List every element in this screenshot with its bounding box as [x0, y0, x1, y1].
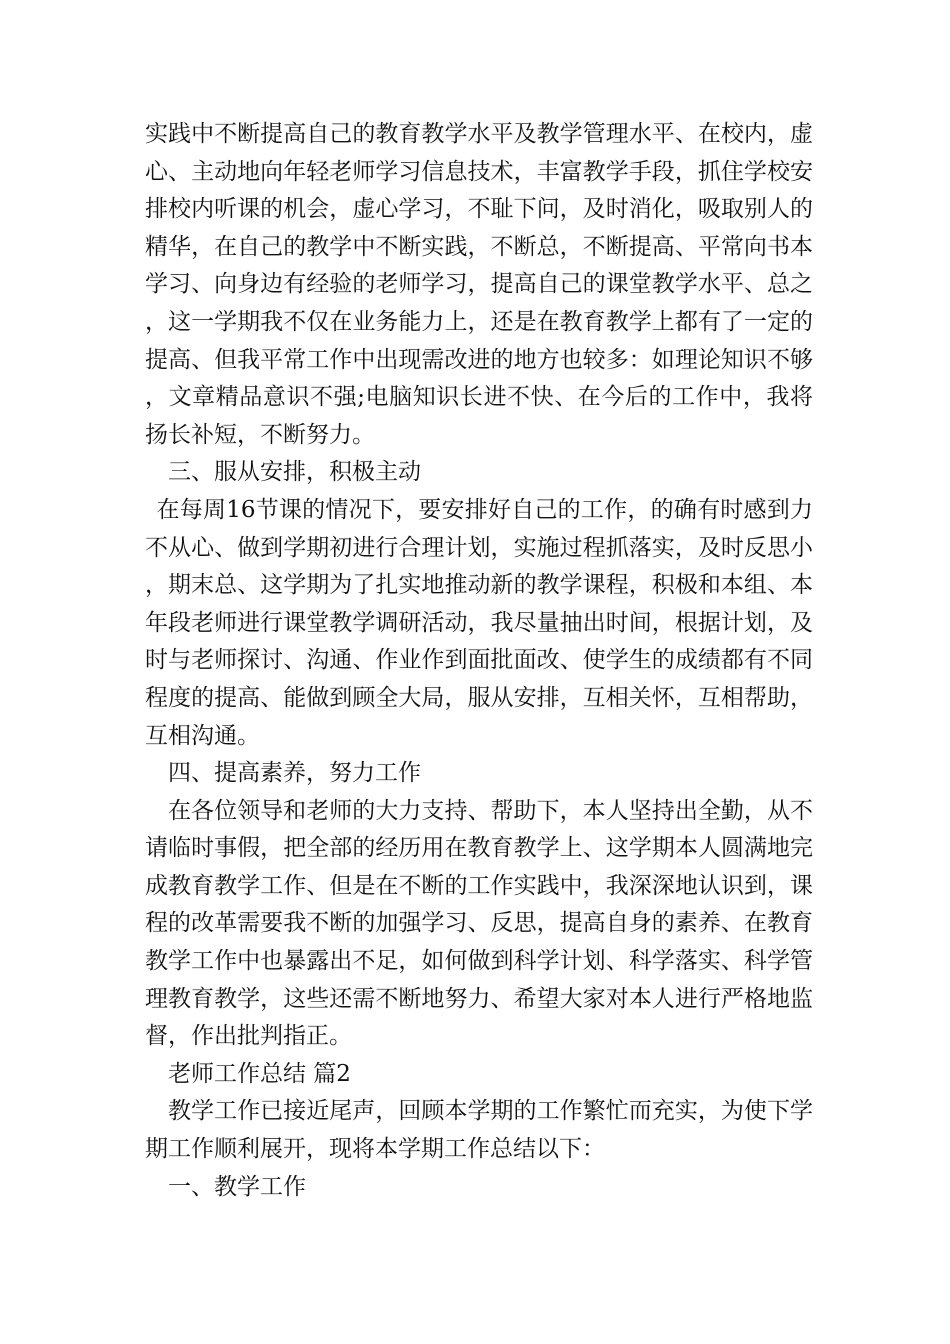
section-heading-1: 一、教学工作 — [168, 1173, 306, 1200]
body-paragraph: 在各位领导和老师的大力支持、帮助下，本人坚持出全勤，从不请临时事假，把全部的经历用在教育教学上、这学期本人圆满地完成教育教学工作、但是在不断的工作实践中，我深深地认识到，课程的改革需要我不断的加强学习、反思，提高自身的素养、在教育教学工作中也暴露出不足，如何做到科学计划、科学落实、科学管理教育教学，这些还需不断地努力、希望大家对本人进行严格地监督，作出批判指正。 — [145, 797, 813, 1050]
article-title: 老师工作总结 篇2 — [168, 1060, 351, 1087]
body-paragraph: 教学工作已接近尾声，回顾本学期的工作繁忙而充实，为使下学期工作顺利展开，现将本学期工作总结以下： — [145, 1098, 813, 1163]
document-body — [145, 116, 813, 1206]
section-heading-3: 三、服从安排，积极主动 — [168, 459, 421, 486]
body-paragraph: 在每周16节课的情况下，要安排好自己的工作，的确有时感到力不从心、做到学期初进行合理计划，实施过程抓落实，及时反思小，期末总、这学期为了扎实地推动新的教学课程，积极和本组、本年段老师进行课堂教学调研活动，我尽量抽出时间，根据计划，及时与老师探讨、沟通、作业作到面批面改、使学生的成绩都有不同程度的提高、能做到顾全大局，服从安排，互相关怀，互相帮助，互相沟通。 — [145, 496, 813, 749]
section-heading-4: 四、提高素养，努力工作 — [168, 760, 421, 787]
body-paragraph: 实践中不断提高自己的教育教学水平及教学管理水平、在校内，虚心、主动地向年轻老师学习信息技术，丰富教学手段，抓住学校安排校内听课的机会，虚心学习，不耻下问，及时消化，吸取别人的精华，在自己的教学中不断实践，不断总，不断提高、平常向书本学习、向身边有经验的老师学习，提高自己的课堂教学水平、总之，这一学期我不仅在业务能力上，还是在教育教学上都有了一定的提高、但我平常工作中出现需改进的地方也较多：如理论知识不够，文章精品意识不强;电脑知识长进不快、在今后的工作中，我将扬长补短，不断努力。 — [145, 121, 813, 448]
